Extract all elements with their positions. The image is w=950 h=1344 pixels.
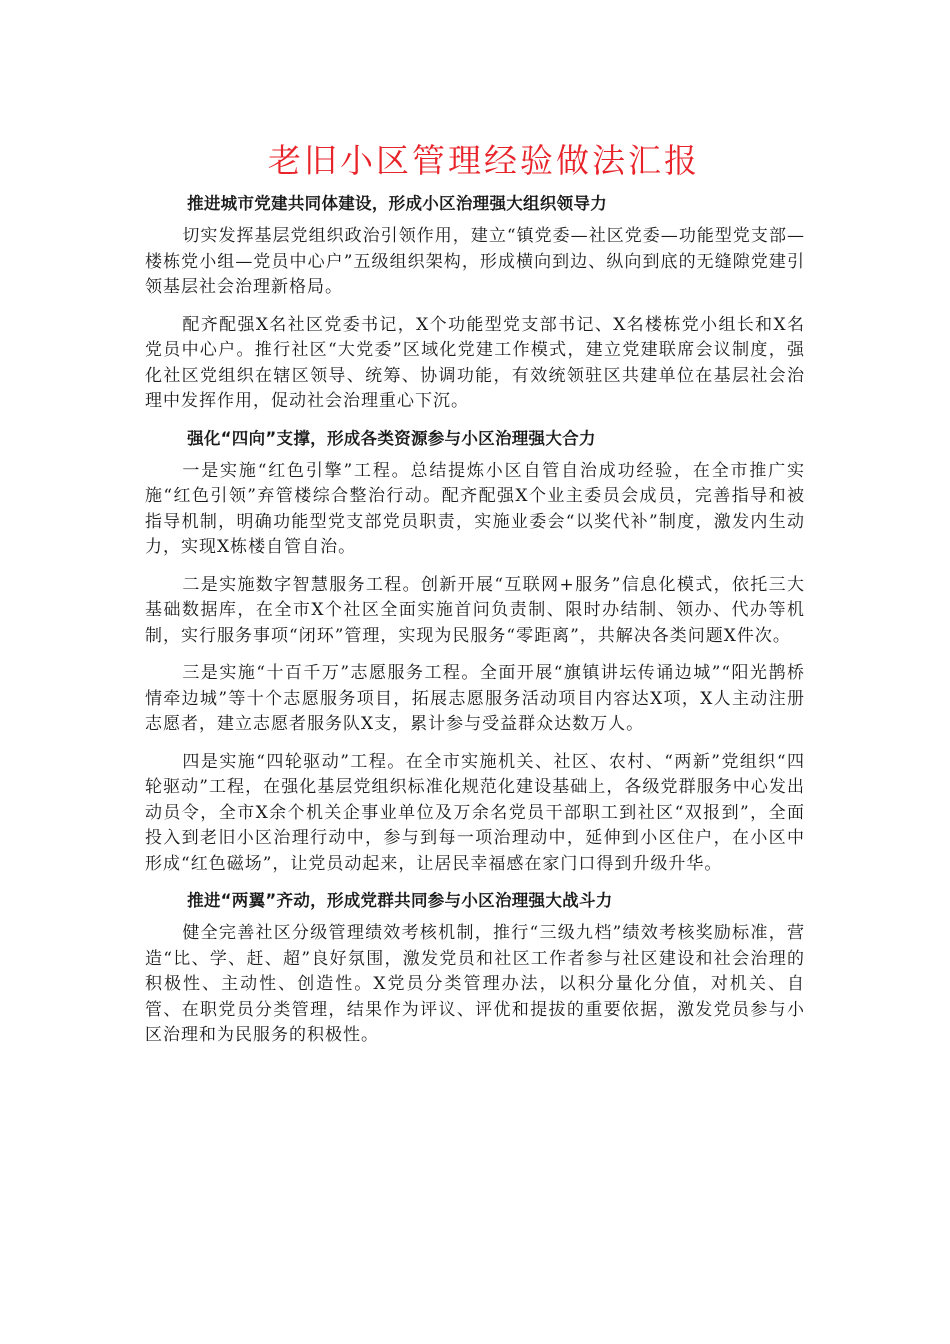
- paragraph: 健全完善社区分级管理绩效考核机制，推行“三级九档”绩效考核奖励标准，营造“比、学、赶、超”良好氛围，激发党员和社区工作者参与社区建设和社会治理的积极性、主动性、创造性。X党员分类管理办法，以积分量化分值，对机关、自管、在职党员分类管理，结果作为评议、评优和提拔的重要依据，激发党员参与小区治理和为民服务的积极性。: [145, 923, 805, 1045]
- section-1: [145, 192, 805, 415]
- section-heading: 强化“四向”支撑，形成各类资源参与小区治理强大合力: [187, 428, 596, 448]
- paragraph: 四是实施“四轮驱动”工程。在全市实施机关、社区、农村、“两新”党组织“四轮驱动”工程，在强化基层党组织标准化规范化建设基础上，各级党群服务中心发出动员令，全市X余个机关企事业单位及万余名党员干部职工到社区“双报到”，全面投入到老旧小区治理行动中，参与到每一项治理动中，延伸到小区住户，在小区中形成“红色磁场”，让党员动起来，让居民幸福感在家门口得到升级升华。: [145, 751, 805, 874]
- section-3: [145, 889, 805, 1049]
- paragraph: 三是实施“十百千万”志愿服务工程。全面开展“旗镇讲坛传诵边城”“阳光鹊桥情牵边城”等十个志愿服务项目，拓展志愿服务活动项目内容达X项，X人主动注册志愿者，建立志愿者服务队X支，累计参与受益群众达数万人。: [145, 663, 805, 734]
- section-2: [145, 427, 805, 878]
- document-page: [145, 138, 805, 1061]
- paragraph: 配齐配强X名社区党委书记，X个功能型党支部书记、X名楼栋党小组长和X名党员中心户。推行社区“大党委”区域化党建工作模式，建立党建联席会议制度，强化社区党组织在辖区领导、统筹、协调功能，有效统领驻区共建单位在基层社会治理中发挥作用，促动社会治理重心下沉。: [145, 314, 805, 411]
- paragraph: 二是实施数字智慧服务工程。创新开展“互联网+服务”信息化模式，依托三大基础数据库，在全市X个社区全面实施首问负责制、限时办结制、领办、代办等机制，实行服务事项“闭环”管理，实现为民服务“零距离”，共解决各类问题X件次。: [145, 574, 805, 646]
- paragraph: 一是实施“红色引擎”工程。总结提炼小区自管自治成功经验，在全市推广实施“红色引领”弃管楼综合整治行动。配齐配强X个业主委员会成员，完善指导和被指导机制，明确功能型党支部党员职责，实施业委会“以奖代补”制度，激发内生动力，实现X栋楼自管自治。: [145, 460, 805, 557]
- document-title: 老旧小区管理经验做法汇报: [268, 141, 700, 180]
- paragraph: 切实发挥基层党组织政治引领作用，建立“镇党委—社区党委—功能型党支部—楼栋党小组—党员中心户”五级组织架构，形成横向到边、纵向到底的无缝隙党建引领基层社会治理新格局。: [145, 226, 805, 297]
- section-heading: 推进“两翼”齐动，形成党群共同参与小区治理强大战斗力: [187, 891, 613, 910]
- section-heading: 推进城市党建共同体建设，形成小区治理强大组织领导力: [187, 194, 608, 213]
